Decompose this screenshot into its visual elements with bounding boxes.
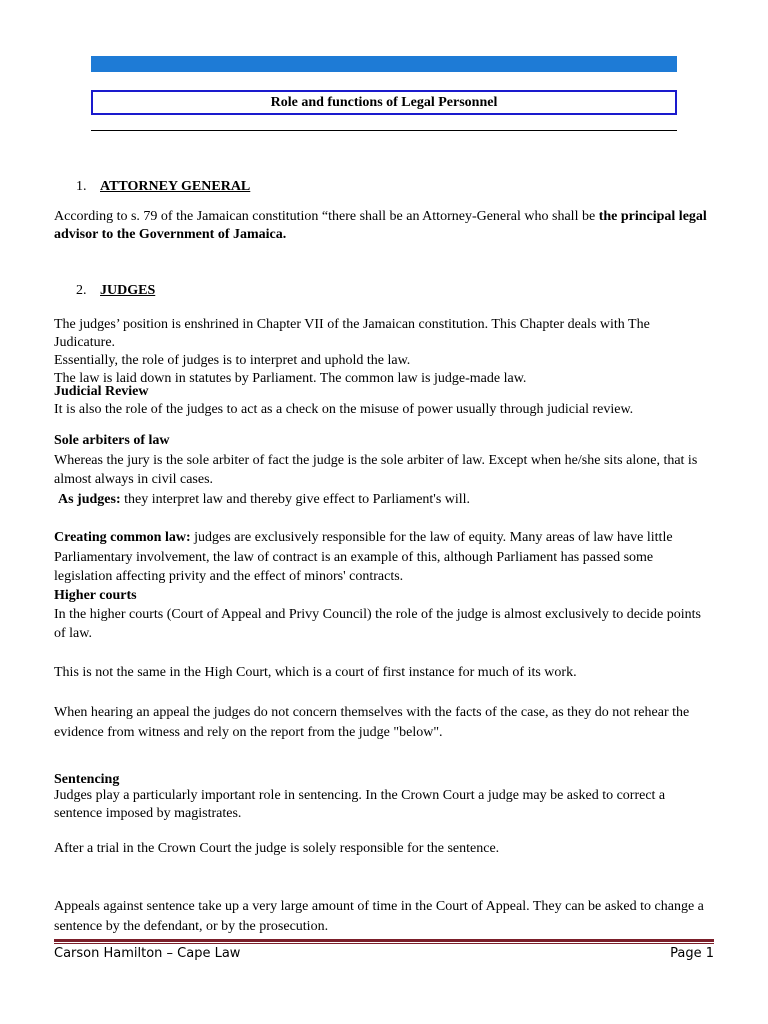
creating-common-law-block [54, 528, 714, 644]
footer-rule-thin [54, 943, 714, 944]
section-heading-judges [76, 283, 155, 299]
page-number: Page 1 [670, 946, 714, 961]
subheading: Sole arbiters of law [54, 433, 170, 448]
appeal-paragraph: When hearing an appeal the judges do not concern themselves with the facts of the case, as they do not rehear the evidence from witness and rely on the report from the judge "below". [54, 705, 690, 740]
sole-arbiters-block [54, 431, 714, 509]
high-court-paragraph: This is not the same in the High Court, which is a court of first instance for much of its work. [54, 665, 577, 680]
paragraph-text: In the higher courts (Court of Appeal and Privy Council) the role of the judge is almost exclusively to decide points of law. [54, 606, 701, 641]
text-line: The judges’ position is enshrined in Chapter VII of the Jamaican constitution. This Chapter deals with The Judicature. [54, 317, 650, 350]
judicial-review-block [54, 383, 714, 419]
document-title: Role and functions of Legal Personnel [270, 94, 498, 110]
attorney-general-paragraph: According to s. 79 of the Jamaican constitution “there shall be an Attorney-General who shall be the principal legal advisor to the Government of Jamaica. [54, 209, 707, 242]
subheading: Judicial Review [54, 384, 149, 399]
appeals-sentence-paragraph: Appeals against sentence take up a very large amount of time in the Court of Appeal. They can be asked to change a sentence by the defendant, or by the prosecution. [54, 899, 704, 934]
subheading: Higher courts [54, 587, 137, 603]
sentencing-block [54, 771, 714, 823]
paragraph-text: Judges play a particularly important role in sentencing. In the Crown Court a judge may be asked to correct a sentence imposed by magistrates. [54, 788, 666, 821]
section-title: ATTORNEY GENERAL [100, 179, 251, 194]
title-divider [91, 130, 677, 131]
section-number: 2. [76, 283, 87, 298]
subheading: Sentencing [54, 772, 120, 787]
section-number: 1. [76, 179, 87, 194]
footer-rule [54, 939, 714, 942]
judges-intro-paragraph [54, 316, 714, 388]
section-title: JUDGES [100, 283, 156, 298]
text-line: Essentially, the role of judges is to interpret and uphold the law. [54, 353, 411, 368]
paragraph-text: Creating common law: judges are exclusively responsible for the law of equity. Many areas of law have little Parliamentary involvement, the law of contract is an example of this, although Parliament has passed some legislation affecting privity and the effect of minors' contracts. [54, 530, 673, 584]
text-line: The law is laid down in statutes by Parliament. The common law is judge-made law. [54, 371, 527, 386]
header-color-bar [91, 56, 677, 72]
document-title-box [91, 90, 677, 115]
emphasis-text: the principal legal advisor to the Government of Jamaica. [54, 209, 707, 242]
paragraph-text: As judges: they interpret law and thereby give effect to Parliament's will. [58, 491, 471, 507]
section-heading-attorney-general [76, 179, 250, 195]
paragraph-text: It is also the role of the judges to act as a check on the misuse of power usually through judicial review. [54, 402, 634, 417]
after-trial-paragraph: After a trial in the Crown Court the judge is solely responsible for the sentence. [54, 841, 500, 856]
paragraph-text: Whereas the jury is the sole arbiter of fact the judge is the sole arbiter of law. Except when he/she sits alone, that is almost always in civil cases. [54, 452, 698, 487]
footer-author: Carson Hamilton – Cape Law [54, 946, 241, 961]
